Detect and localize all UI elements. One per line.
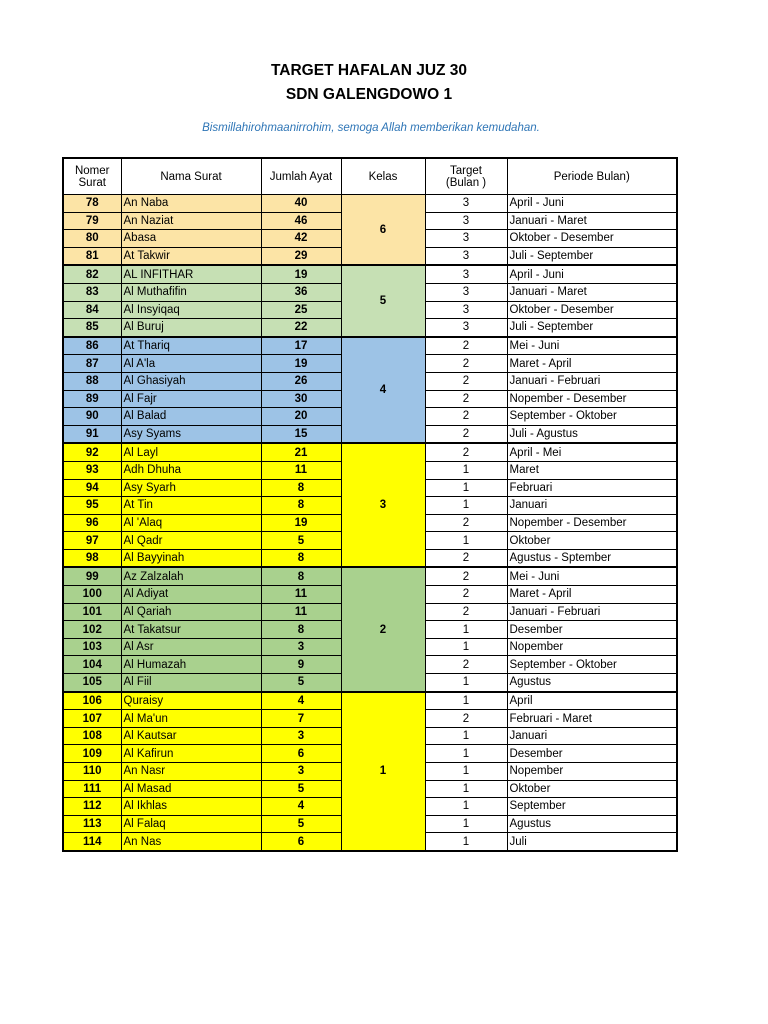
- cell-target: 1: [425, 621, 507, 639]
- cell-target: 2: [425, 656, 507, 674]
- cell-jumlah-ayat: 21: [261, 443, 341, 461]
- cell-jumlah-ayat: 40: [261, 195, 341, 213]
- table-row: [63, 692, 677, 710]
- cell-nomer: 105: [63, 674, 121, 692]
- cell-target: 2: [425, 443, 507, 461]
- cell-nama-surat: Al Buruj: [121, 319, 261, 337]
- header-periode: Periode Bulan): [507, 158, 677, 195]
- cell-kelas: 3: [341, 443, 425, 567]
- cell-target: 3: [425, 195, 507, 213]
- cell-nama-surat: Al 'Alaq: [121, 514, 261, 532]
- cell-jumlah-ayat: 11: [261, 586, 341, 604]
- cell-target: 3: [425, 265, 507, 283]
- cell-target: 2: [425, 549, 507, 567]
- cell-jumlah-ayat: 5: [261, 532, 341, 550]
- cell-nama-surat: An Nasr: [121, 763, 261, 781]
- cell-nomer: 107: [63, 710, 121, 728]
- cell-nama-surat: Al Kafirun: [121, 745, 261, 763]
- cell-nomer: 98: [63, 549, 121, 567]
- header-target: [425, 158, 507, 195]
- cell-target: 3: [425, 301, 507, 319]
- cell-nama-surat: Al Balad: [121, 408, 261, 426]
- cell-jumlah-ayat: 8: [261, 549, 341, 567]
- cell-jumlah-ayat: 46: [261, 212, 341, 230]
- cell-periode: April - Juni: [507, 265, 677, 283]
- cell-nama-surat: Al A'la: [121, 355, 261, 373]
- cell-nama-surat: Al Falaq: [121, 815, 261, 833]
- cell-jumlah-ayat: 19: [261, 514, 341, 532]
- cell-nama-surat: Asy Syarh: [121, 479, 261, 497]
- cell-jumlah-ayat: 5: [261, 780, 341, 798]
- cell-jumlah-ayat: 3: [261, 763, 341, 781]
- cell-nama-surat: Al Fajr: [121, 390, 261, 408]
- cell-nomer: 96: [63, 514, 121, 532]
- cell-jumlah-ayat: 5: [261, 815, 341, 833]
- cell-periode: Januari - Februari: [507, 372, 677, 390]
- cell-periode: Oktober - Desember: [507, 301, 677, 319]
- cell-nomer: 113: [63, 815, 121, 833]
- cell-nomer: 106: [63, 692, 121, 710]
- cell-periode: April: [507, 692, 677, 710]
- cell-nama-surat: At Tin: [121, 497, 261, 515]
- cell-nomer: 109: [63, 745, 121, 763]
- cell-jumlah-ayat: 19: [261, 355, 341, 373]
- cell-nomer: 80: [63, 230, 121, 248]
- cell-jumlah-ayat: 25: [261, 301, 341, 319]
- cell-periode: Agustus - Sptember: [507, 549, 677, 567]
- cell-nomer: 110: [63, 763, 121, 781]
- cell-jumlah-ayat: 7: [261, 710, 341, 728]
- cell-nama-surat: Adh Dhuha: [121, 461, 261, 479]
- table-row: [63, 337, 677, 355]
- cell-nama-surat: Abasa: [121, 230, 261, 248]
- cell-target: 2: [425, 425, 507, 443]
- cell-nomer: 94: [63, 479, 121, 497]
- cell-periode: Februari: [507, 479, 677, 497]
- cell-nama-surat: Al Ma'un: [121, 710, 261, 728]
- cell-nomer: 93: [63, 461, 121, 479]
- cell-jumlah-ayat: 11: [261, 461, 341, 479]
- page-title: TARGET HAFALAN JUZ 30: [270, 62, 468, 79]
- cell-target: 3: [425, 319, 507, 337]
- cell-jumlah-ayat: 8: [261, 567, 341, 585]
- cell-nomer: 108: [63, 727, 121, 745]
- cell-target: 2: [425, 603, 507, 621]
- table-row: [63, 567, 677, 585]
- cell-jumlah-ayat: 3: [261, 727, 341, 745]
- cell-target: 1: [425, 780, 507, 798]
- cell-nomer: 100: [63, 586, 121, 604]
- cell-periode: Maret - April: [507, 355, 677, 373]
- cell-nomer: 85: [63, 319, 121, 337]
- cell-nomer: 102: [63, 621, 121, 639]
- cell-target: 2: [425, 408, 507, 426]
- cell-periode: Februari - Maret: [507, 710, 677, 728]
- cell-jumlah-ayat: 22: [261, 319, 341, 337]
- cell-jumlah-ayat: 17: [261, 337, 341, 355]
- cell-nama-surat: Al Ikhlas: [121, 798, 261, 816]
- cell-periode: April - Mei: [507, 443, 677, 461]
- cell-target: 3: [425, 212, 507, 230]
- cell-target: 1: [425, 815, 507, 833]
- cell-periode: Nopember: [507, 763, 677, 781]
- cell-nama-surat: Al Ghasiyah: [121, 372, 261, 390]
- cell-nomer: 111: [63, 780, 121, 798]
- cell-target: 3: [425, 247, 507, 265]
- cell-nama-surat: Al Bayyinah: [121, 549, 261, 567]
- header-nomer-line2: Surat: [78, 176, 106, 189]
- cell-nomer: 92: [63, 443, 121, 461]
- cell-nomer: 81: [63, 247, 121, 265]
- cell-target: 2: [425, 710, 507, 728]
- cell-periode: Juli - September: [507, 247, 677, 265]
- cell-nama-surat: Al Qariah: [121, 603, 261, 621]
- cell-nama-surat: Al Asr: [121, 638, 261, 656]
- cell-jumlah-ayat: 20: [261, 408, 341, 426]
- cell-periode: September: [507, 798, 677, 816]
- cell-periode: Juli: [507, 833, 677, 851]
- cell-jumlah-ayat: 9: [261, 656, 341, 674]
- cell-kelas: 2: [341, 567, 425, 691]
- cell-target: 1: [425, 674, 507, 692]
- cell-periode: September - Oktober: [507, 656, 677, 674]
- cell-target: 3: [425, 283, 507, 301]
- cell-target: 2: [425, 567, 507, 585]
- cell-target: 2: [425, 337, 507, 355]
- cell-periode: Januari - Februari: [507, 603, 677, 621]
- cell-jumlah-ayat: 8: [261, 497, 341, 515]
- cell-nomer: 97: [63, 532, 121, 550]
- cell-target: 1: [425, 798, 507, 816]
- cell-jumlah-ayat: 30: [261, 390, 341, 408]
- header-target-line1: Target: [450, 164, 482, 177]
- cell-target: 1: [425, 497, 507, 515]
- cell-jumlah-ayat: 29: [261, 247, 341, 265]
- cell-periode: Maret - April: [507, 586, 677, 604]
- cell-jumlah-ayat: 15: [261, 425, 341, 443]
- cell-periode: Oktober: [507, 780, 677, 798]
- cell-nomer: 83: [63, 283, 121, 301]
- cell-nomer: 99: [63, 567, 121, 585]
- header-nama: Nama Surat: [121, 158, 261, 195]
- cell-kelas: 6: [341, 195, 425, 266]
- cell-kelas: 1: [341, 692, 425, 851]
- cell-nama-surat: Al Humazah: [121, 656, 261, 674]
- cell-nama-surat: Al Fiil: [121, 674, 261, 692]
- cell-nama-surat: Al Qadr: [121, 532, 261, 550]
- cell-nomer: 112: [63, 798, 121, 816]
- table-body: [63, 195, 677, 851]
- cell-nama-surat: Az Zalzalah: [121, 567, 261, 585]
- table-row: [63, 195, 677, 213]
- cell-periode: Maret: [507, 461, 677, 479]
- cell-periode: Oktober - Desember: [507, 230, 677, 248]
- cell-periode: Desember: [507, 621, 677, 639]
- cell-nomer: 95: [63, 497, 121, 515]
- cell-target: 2: [425, 514, 507, 532]
- cell-periode: Nopember - Desember: [507, 390, 677, 408]
- cell-target: 2: [425, 390, 507, 408]
- cell-target: 1: [425, 479, 507, 497]
- cell-nomer: 87: [63, 355, 121, 373]
- header-nomer: [63, 158, 121, 195]
- cell-jumlah-ayat: 11: [261, 603, 341, 621]
- cell-target: 1: [425, 638, 507, 656]
- cell-nomer: 86: [63, 337, 121, 355]
- cell-target: 1: [425, 745, 507, 763]
- cell-nomer: 78: [63, 195, 121, 213]
- school-name: SDN GALENGDOWO 1: [285, 86, 453, 103]
- cell-jumlah-ayat: 6: [261, 745, 341, 763]
- cell-target: 1: [425, 532, 507, 550]
- cell-jumlah-ayat: 8: [261, 621, 341, 639]
- cell-nomer: 91: [63, 425, 121, 443]
- cell-nama-surat: Al Insyiqaq: [121, 301, 261, 319]
- header-ayat: Jumlah Ayat: [261, 158, 341, 195]
- cell-target: 2: [425, 586, 507, 604]
- cell-nomer: 88: [63, 372, 121, 390]
- header-nomer-line1: Nomer: [74, 164, 110, 177]
- cell-nama-surat: AL INFITHAR: [121, 265, 261, 283]
- cell-periode: Mei - Juni: [507, 567, 677, 585]
- subtitle-prayer: Bismillahirohmaanirrohim, semoga Allah memberikan kemudahan.: [202, 122, 540, 134]
- cell-nama-surat: Quraisy: [121, 692, 261, 710]
- table-row: [63, 265, 677, 283]
- header-target-line2: (Bulan ): [445, 176, 487, 189]
- cell-nama-surat: Al Muthafifin: [121, 283, 261, 301]
- cell-jumlah-ayat: 42: [261, 230, 341, 248]
- cell-nama-surat: An Naziat: [121, 212, 261, 230]
- cell-target: 1: [425, 692, 507, 710]
- cell-nomer: 104: [63, 656, 121, 674]
- cell-periode: Desember: [507, 745, 677, 763]
- cell-periode: Agustus: [507, 815, 677, 833]
- cell-periode: Januari: [507, 497, 677, 515]
- cell-periode: Januari - Maret: [507, 283, 677, 301]
- cell-periode: Januari: [507, 727, 677, 745]
- cell-nomer: 90: [63, 408, 121, 426]
- cell-periode: Juli - Agustus: [507, 425, 677, 443]
- cell-nama-surat: At Takwir: [121, 247, 261, 265]
- cell-target: 1: [425, 833, 507, 851]
- cell-nomer: 84: [63, 301, 121, 319]
- cell-nama-surat: An Naba: [121, 195, 261, 213]
- table-header-row: [63, 158, 677, 195]
- cell-kelas: 4: [341, 337, 425, 444]
- cell-jumlah-ayat: 3: [261, 638, 341, 656]
- cell-jumlah-ayat: 8: [261, 479, 341, 497]
- cell-target: 2: [425, 372, 507, 390]
- cell-jumlah-ayat: 19: [261, 265, 341, 283]
- cell-target: 2: [425, 355, 507, 373]
- cell-periode: September - Oktober: [507, 408, 677, 426]
- cell-nomer: 89: [63, 390, 121, 408]
- cell-periode: Nopember - Desember: [507, 514, 677, 532]
- cell-periode: Oktober: [507, 532, 677, 550]
- cell-nama-surat: At Takatsur: [121, 621, 261, 639]
- cell-nomer: 79: [63, 212, 121, 230]
- cell-jumlah-ayat: 5: [261, 674, 341, 692]
- cell-nama-surat: Al Layl: [121, 443, 261, 461]
- cell-periode: Juli - September: [507, 319, 677, 337]
- cell-target: 1: [425, 763, 507, 781]
- cell-nomer: 114: [63, 833, 121, 851]
- cell-nama-surat: At Thariq: [121, 337, 261, 355]
- header-kelas: Kelas: [341, 158, 425, 195]
- cell-jumlah-ayat: 26: [261, 372, 341, 390]
- cell-jumlah-ayat: 6: [261, 833, 341, 851]
- cell-kelas: 5: [341, 265, 425, 336]
- cell-nomer: 101: [63, 603, 121, 621]
- cell-target: 1: [425, 461, 507, 479]
- cell-periode: Nopember: [507, 638, 677, 656]
- cell-nama-surat: An Nas: [121, 833, 261, 851]
- cell-periode: Mei - Juni: [507, 337, 677, 355]
- cell-jumlah-ayat: 36: [261, 283, 341, 301]
- cell-nama-surat: Al Adiyat: [121, 586, 261, 604]
- cell-nama-surat: Al Masad: [121, 780, 261, 798]
- cell-nomer: 103: [63, 638, 121, 656]
- cell-nomer: 82: [63, 265, 121, 283]
- cell-nama-surat: Asy Syams: [121, 425, 261, 443]
- hafalan-table: [62, 157, 678, 852]
- cell-nama-surat: Al Kautsar: [121, 727, 261, 745]
- cell-jumlah-ayat: 4: [261, 692, 341, 710]
- cell-periode: Januari - Maret: [507, 212, 677, 230]
- cell-periode: April - Juni: [507, 195, 677, 213]
- cell-target: 3: [425, 230, 507, 248]
- cell-target: 1: [425, 727, 507, 745]
- cell-periode: Agustus: [507, 674, 677, 692]
- table-row: [63, 443, 677, 461]
- cell-jumlah-ayat: 4: [261, 798, 341, 816]
